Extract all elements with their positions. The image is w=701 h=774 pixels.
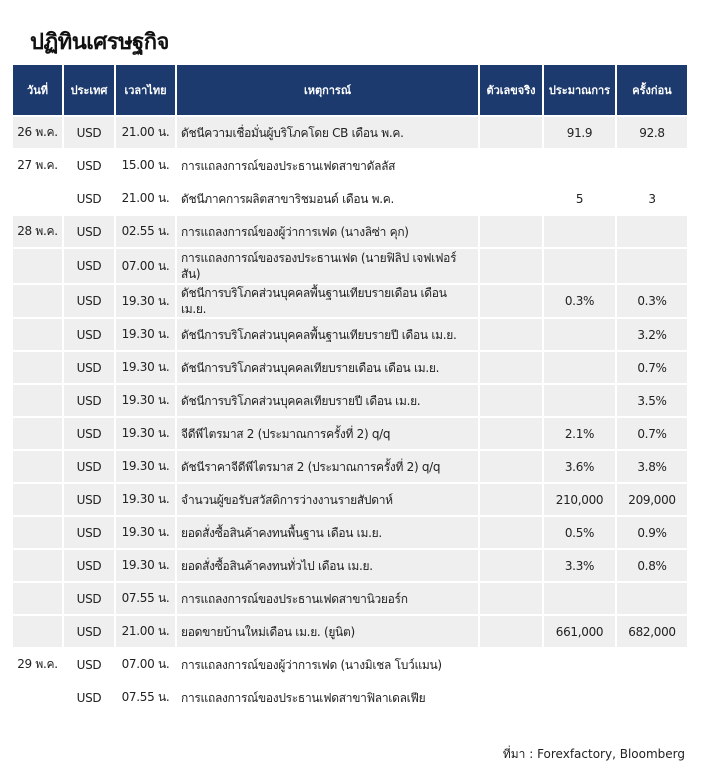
table-header-row xyxy=(13,65,687,115)
cell-time: 19.30 น. xyxy=(116,418,175,449)
cell-forecast: 2.1% xyxy=(544,418,615,449)
cell-forecast xyxy=(544,583,615,614)
cell-actual xyxy=(480,117,542,148)
table-row xyxy=(13,249,687,283)
table-row xyxy=(13,385,687,416)
cell-forecast: 0.5% xyxy=(544,517,615,548)
cell-date xyxy=(13,616,62,647)
cell-actual xyxy=(480,517,542,548)
cell-time: 21.00 น. xyxy=(116,117,175,148)
cell-actual xyxy=(480,216,542,247)
cell-time: 19.30 น. xyxy=(116,352,175,383)
cell-previous: 682,000 xyxy=(617,616,687,647)
source-note: ที่มา : Forexfactory, Bloomberg xyxy=(502,747,685,761)
cell-previous: 0.7% xyxy=(617,418,687,449)
cell-actual xyxy=(480,183,542,214)
column-header-actual: ตัวเลขจริง xyxy=(480,65,542,115)
cell-country: USD xyxy=(64,183,114,214)
cell-forecast xyxy=(544,649,615,680)
cell-date xyxy=(13,550,62,581)
cell-date xyxy=(13,484,62,515)
cell-previous xyxy=(617,583,687,614)
cell-event: ดัชนีการบริโภคส่วนบุคคลเทียบรายปี เดือน เม.ย. xyxy=(177,385,478,416)
cell-country: USD xyxy=(64,583,114,614)
cell-date: 29 พ.ค. xyxy=(13,649,62,680)
table-row xyxy=(13,418,687,449)
cell-time: 07.00 น. xyxy=(116,649,175,680)
cell-forecast: 3.3% xyxy=(544,550,615,581)
cell-time: 19.30 น. xyxy=(116,484,175,515)
cell-previous xyxy=(617,249,687,283)
cell-time: 02.55 น. xyxy=(116,216,175,247)
cell-previous: 3.8% xyxy=(617,451,687,482)
cell-forecast: 3.6% xyxy=(544,451,615,482)
cell-country: USD xyxy=(64,285,114,317)
column-header-date: วันที่ xyxy=(13,65,62,115)
cell-event: การแถลงการณ์ของรองประธานเฟด (นายฟิลิป เจฟเฟอร์สัน) xyxy=(177,249,478,283)
column-header-forecast: ประมาณการ xyxy=(544,65,615,115)
cell-time: 21.00 น. xyxy=(116,183,175,214)
cell-country: USD xyxy=(64,216,114,247)
cell-date xyxy=(13,682,62,713)
cell-event: จีดีพีไตรมาส 2 (ประมาณการครั้งที่ 2) q/q xyxy=(177,418,478,449)
cell-date xyxy=(13,249,62,283)
table-row xyxy=(13,583,687,614)
cell-actual xyxy=(480,682,542,713)
cell-forecast: 661,000 xyxy=(544,616,615,647)
cell-previous: 3 xyxy=(617,183,687,214)
cell-country: USD xyxy=(64,616,114,647)
cell-event: การแถลงการณ์ของผู้ว่าการเฟด (นางลิซ่า คุก) xyxy=(177,216,478,247)
cell-actual xyxy=(480,249,542,283)
cell-date xyxy=(13,385,62,416)
cell-event: การแถลงการณ์ของประธานเฟดสาขาฟิลาเดลเฟีย xyxy=(177,682,478,713)
cell-country: USD xyxy=(64,117,114,148)
table-row xyxy=(13,319,687,350)
cell-forecast xyxy=(544,682,615,713)
cell-actual xyxy=(480,418,542,449)
cell-actual xyxy=(480,352,542,383)
cell-country: USD xyxy=(64,249,114,283)
cell-country: USD xyxy=(64,319,114,350)
cell-event: ดัชนีภาคการผลิตสาขาริชมอนด์ เดือน พ.ค. xyxy=(177,183,478,214)
cell-time: 15.00 น. xyxy=(116,150,175,181)
cell-forecast xyxy=(544,352,615,383)
cell-previous: 3.5% xyxy=(617,385,687,416)
cell-time: 19.30 น. xyxy=(116,550,175,581)
cell-previous xyxy=(617,682,687,713)
table-row xyxy=(13,616,687,647)
cell-country: USD xyxy=(64,649,114,680)
cell-event: ยอดขายบ้านใหม่เดือน เม.ย. (ยูนิต) xyxy=(177,616,478,647)
cell-previous: 209,000 xyxy=(617,484,687,515)
cell-date xyxy=(13,583,62,614)
cell-event: ดัชนีราคาจีดีพีไตรมาส 2 (ประมาณการครั้งที่ 2) q/q xyxy=(177,451,478,482)
cell-date xyxy=(13,451,62,482)
cell-country: USD xyxy=(64,418,114,449)
cell-previous xyxy=(617,649,687,680)
cell-event: การแถลงการณ์ของประธานเฟดสาขาดัลลัส xyxy=(177,150,478,181)
cell-date xyxy=(13,418,62,449)
cell-country: USD xyxy=(64,550,114,581)
cell-forecast: 0.3% xyxy=(544,285,615,317)
cell-event: ดัชนีการบริโภคส่วนบุคคลเทียบรายเดือน เดือน เม.ย. xyxy=(177,352,478,383)
table-row xyxy=(13,352,687,383)
cell-time: 19.30 น. xyxy=(116,385,175,416)
cell-forecast xyxy=(544,385,615,416)
cell-date xyxy=(13,517,62,548)
table-row xyxy=(13,682,687,713)
cell-forecast: 91.9 xyxy=(544,117,615,148)
cell-date: 26 พ.ค. xyxy=(13,117,62,148)
cell-event: จำนวนผู้ขอรับสวัสดิการว่างงานรายสัปดาห์ xyxy=(177,484,478,515)
cell-previous xyxy=(617,150,687,181)
cell-previous: 0.9% xyxy=(617,517,687,548)
cell-country: USD xyxy=(64,517,114,548)
table-row xyxy=(13,484,687,515)
cell-forecast: 5 xyxy=(544,183,615,214)
cell-forecast xyxy=(544,216,615,247)
column-header-previous: ครั้งก่อน xyxy=(617,65,687,115)
table-row xyxy=(13,183,687,214)
cell-event: ยอดสั่งซื้อสินค้าคงทนทั่วไป เดือน เม.ย. xyxy=(177,550,478,581)
cell-actual xyxy=(480,451,542,482)
cell-time: 19.30 น. xyxy=(116,517,175,548)
cell-actual xyxy=(480,150,542,181)
cell-country: USD xyxy=(64,385,114,416)
cell-actual xyxy=(480,285,542,317)
table-row xyxy=(13,285,687,317)
cell-date xyxy=(13,183,62,214)
column-header-event: เหตุการณ์ xyxy=(177,65,478,115)
cell-event: ดัชนีการบริโภคส่วนบุคคลพื้นฐานเทียบรายเดือน เดือน เม.ย. xyxy=(177,285,478,317)
cell-country: USD xyxy=(64,682,114,713)
cell-time: 19.30 น. xyxy=(116,285,175,317)
cell-forecast xyxy=(544,249,615,283)
cell-event: การแถลงการณ์ของประธานเฟดสาขานิวยอร์ก xyxy=(177,583,478,614)
cell-date xyxy=(13,285,62,317)
cell-time: 19.30 น. xyxy=(116,451,175,482)
cell-date xyxy=(13,319,62,350)
cell-time: 07.00 น. xyxy=(116,249,175,283)
cell-actual xyxy=(480,484,542,515)
cell-previous: 3.2% xyxy=(617,319,687,350)
cell-date: 27 พ.ค. xyxy=(13,150,62,181)
cell-time: 19.30 น. xyxy=(116,319,175,350)
cell-country: USD xyxy=(64,451,114,482)
table-row xyxy=(13,550,687,581)
cell-actual xyxy=(480,550,542,581)
cell-time: 07.55 น. xyxy=(116,583,175,614)
cell-previous: 0.3% xyxy=(617,285,687,317)
table-row xyxy=(13,117,687,148)
cell-time: 07.55 น. xyxy=(116,682,175,713)
cell-time: 21.00 น. xyxy=(116,616,175,647)
cell-forecast xyxy=(544,150,615,181)
table-row xyxy=(13,216,687,247)
column-header-country: ประเทศ xyxy=(64,65,114,115)
page-title: ปฏิทินเศรษฐกิจ xyxy=(30,30,169,55)
table-row xyxy=(13,517,687,548)
cell-actual xyxy=(480,649,542,680)
cell-date xyxy=(13,352,62,383)
cell-event: ดัชนีการบริโภคส่วนบุคคลพื้นฐานเทียบรายปี เดือน เม.ย. xyxy=(177,319,478,350)
cell-event: การแถลงการณ์ของผู้ว่าการเฟด (นางมิเชล โบว์แมน) xyxy=(177,649,478,680)
cell-forecast xyxy=(544,319,615,350)
table-row xyxy=(13,150,687,181)
economic-calendar-table xyxy=(11,63,689,715)
cell-country: USD xyxy=(64,484,114,515)
cell-previous: 0.8% xyxy=(617,550,687,581)
cell-forecast: 210,000 xyxy=(544,484,615,515)
cell-actual xyxy=(480,616,542,647)
cell-actual xyxy=(480,385,542,416)
cell-previous: 0.7% xyxy=(617,352,687,383)
cell-country: USD xyxy=(64,150,114,181)
cell-actual xyxy=(480,583,542,614)
table-row xyxy=(13,451,687,482)
table-row xyxy=(13,649,687,680)
cell-date: 28 พ.ค. xyxy=(13,216,62,247)
cell-event: ยอดสั่งซื้อสินค้าคงทนพื้นฐาน เดือน เม.ย. xyxy=(177,517,478,548)
column-header-time: เวลาไทย xyxy=(116,65,175,115)
cell-previous xyxy=(617,216,687,247)
cell-event: ดัชนีความเชื่อมั่นผู้บริโภคโดย CB เดือน พ.ค. xyxy=(177,117,478,148)
cell-actual xyxy=(480,319,542,350)
cell-previous: 92.8 xyxy=(617,117,687,148)
cell-country: USD xyxy=(64,352,114,383)
